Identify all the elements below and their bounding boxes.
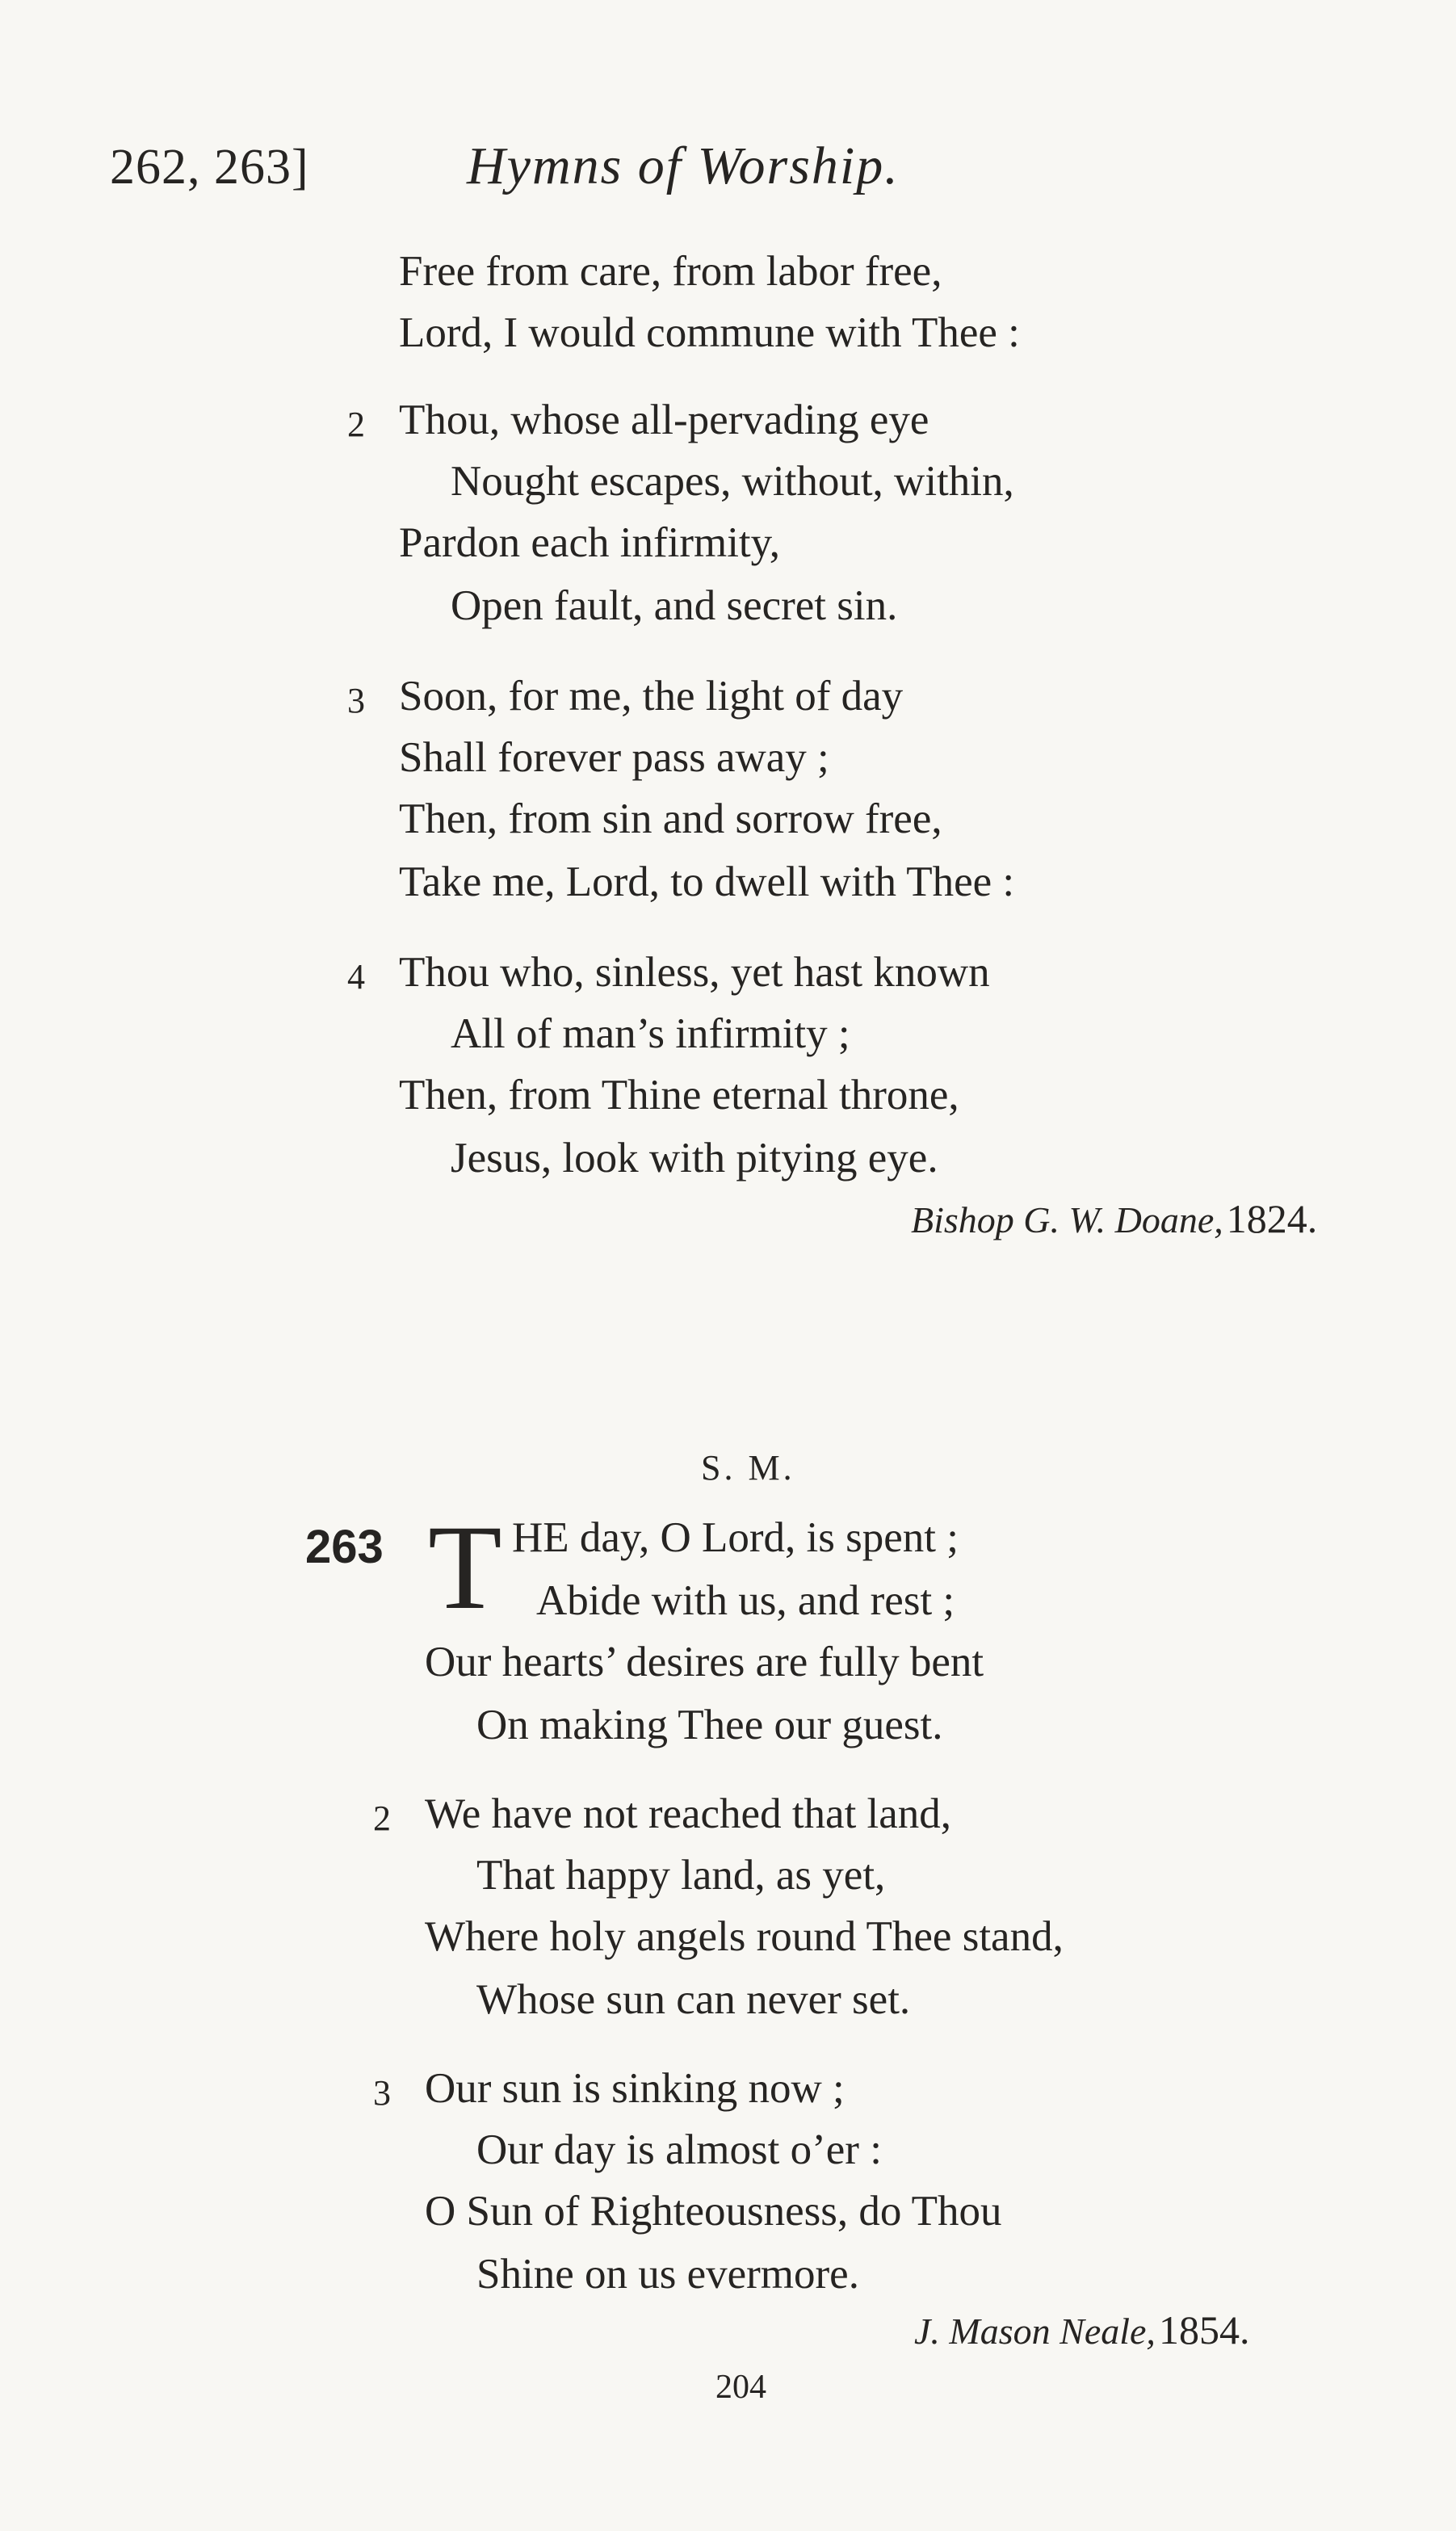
verse-line: Pardon each infirmity,	[399, 519, 780, 566]
verse-line: O Sun of Righteousness, do Thou	[425, 2188, 1002, 2235]
attribution-year: 1854.	[1158, 2307, 1250, 2353]
verse-line: Soon, for me, the light of day	[399, 673, 904, 720]
verse-line: All of man’s infirmity ;	[451, 1010, 850, 1057]
hymn-number: 263	[305, 1521, 384, 1573]
drop-cap: T	[428, 1501, 502, 1635]
verse-line: Whose sun can never set.	[476, 1976, 911, 2023]
verse-line: Shine on us evermore.	[476, 2251, 859, 2298]
verse-line: Jesus, look with pitying eye.	[451, 1135, 938, 1182]
verse-line: HE day, O Lord, is spent ;	[512, 1514, 959, 1561]
verse-line: Our sun is sinking now ;	[425, 2065, 845, 2112]
meter-label: S. M.	[701, 1448, 795, 1488]
verse-line: Shall forever pass away ;	[399, 734, 829, 781]
verse-line: Take me, Lord, to dwell with Thee :	[399, 858, 1015, 905]
verse-line: Our day is almost o’er :	[476, 2126, 882, 2173]
verse-line: That happy land, as yet,	[476, 1852, 886, 1899]
verse-line: Free from care, from labor free,	[399, 248, 942, 295]
attribution-year: 1824.	[1226, 1196, 1318, 1241]
verse-line: Then, from sin and sorrow free,	[399, 795, 942, 842]
verse-line: Abide with us, and rest ;	[536, 1577, 955, 1624]
page-number: 204	[715, 2369, 766, 2406]
verse-line: Our hearts’ desires are fully bent	[425, 1639, 984, 1685]
verse-line: Where holy angels round Thee stand,	[425, 1913, 1064, 1960]
verse-line: We have not reached that land,	[425, 1790, 952, 1837]
verse-line: Nought escapes, without, within,	[451, 458, 1014, 505]
running-head-hymn-numbers: 262, 263]	[110, 140, 309, 195]
stanza-number: 2	[347, 405, 365, 444]
attribution-author: J. Mason Neale,	[914, 2311, 1156, 2352]
verse-line: Thou, whose all-pervading eye	[399, 397, 929, 443]
verse-line: Thou who, sinless, yet hast known	[399, 949, 990, 996]
verse-line: Lord, I would commune with Thee :	[399, 309, 1020, 356]
attribution	[911, 1195, 1317, 1242]
attribution	[914, 2306, 1249, 2353]
verse-line: Open fault, and secret sin.	[451, 582, 898, 629]
stanza-number: 3	[347, 681, 365, 720]
stanza-number: 4	[347, 957, 365, 997]
attribution-author: Bishop G. W. Doane,	[911, 1199, 1223, 1240]
stanza-number: 3	[373, 2073, 391, 2113]
running-head-title: Hymns of Worship.	[467, 136, 900, 195]
verse-line: Then, from Thine eternal throne,	[399, 1072, 959, 1119]
stanza-number: 2	[373, 1799, 391, 1838]
verse-line: On making Thee our guest.	[476, 1702, 943, 1748]
